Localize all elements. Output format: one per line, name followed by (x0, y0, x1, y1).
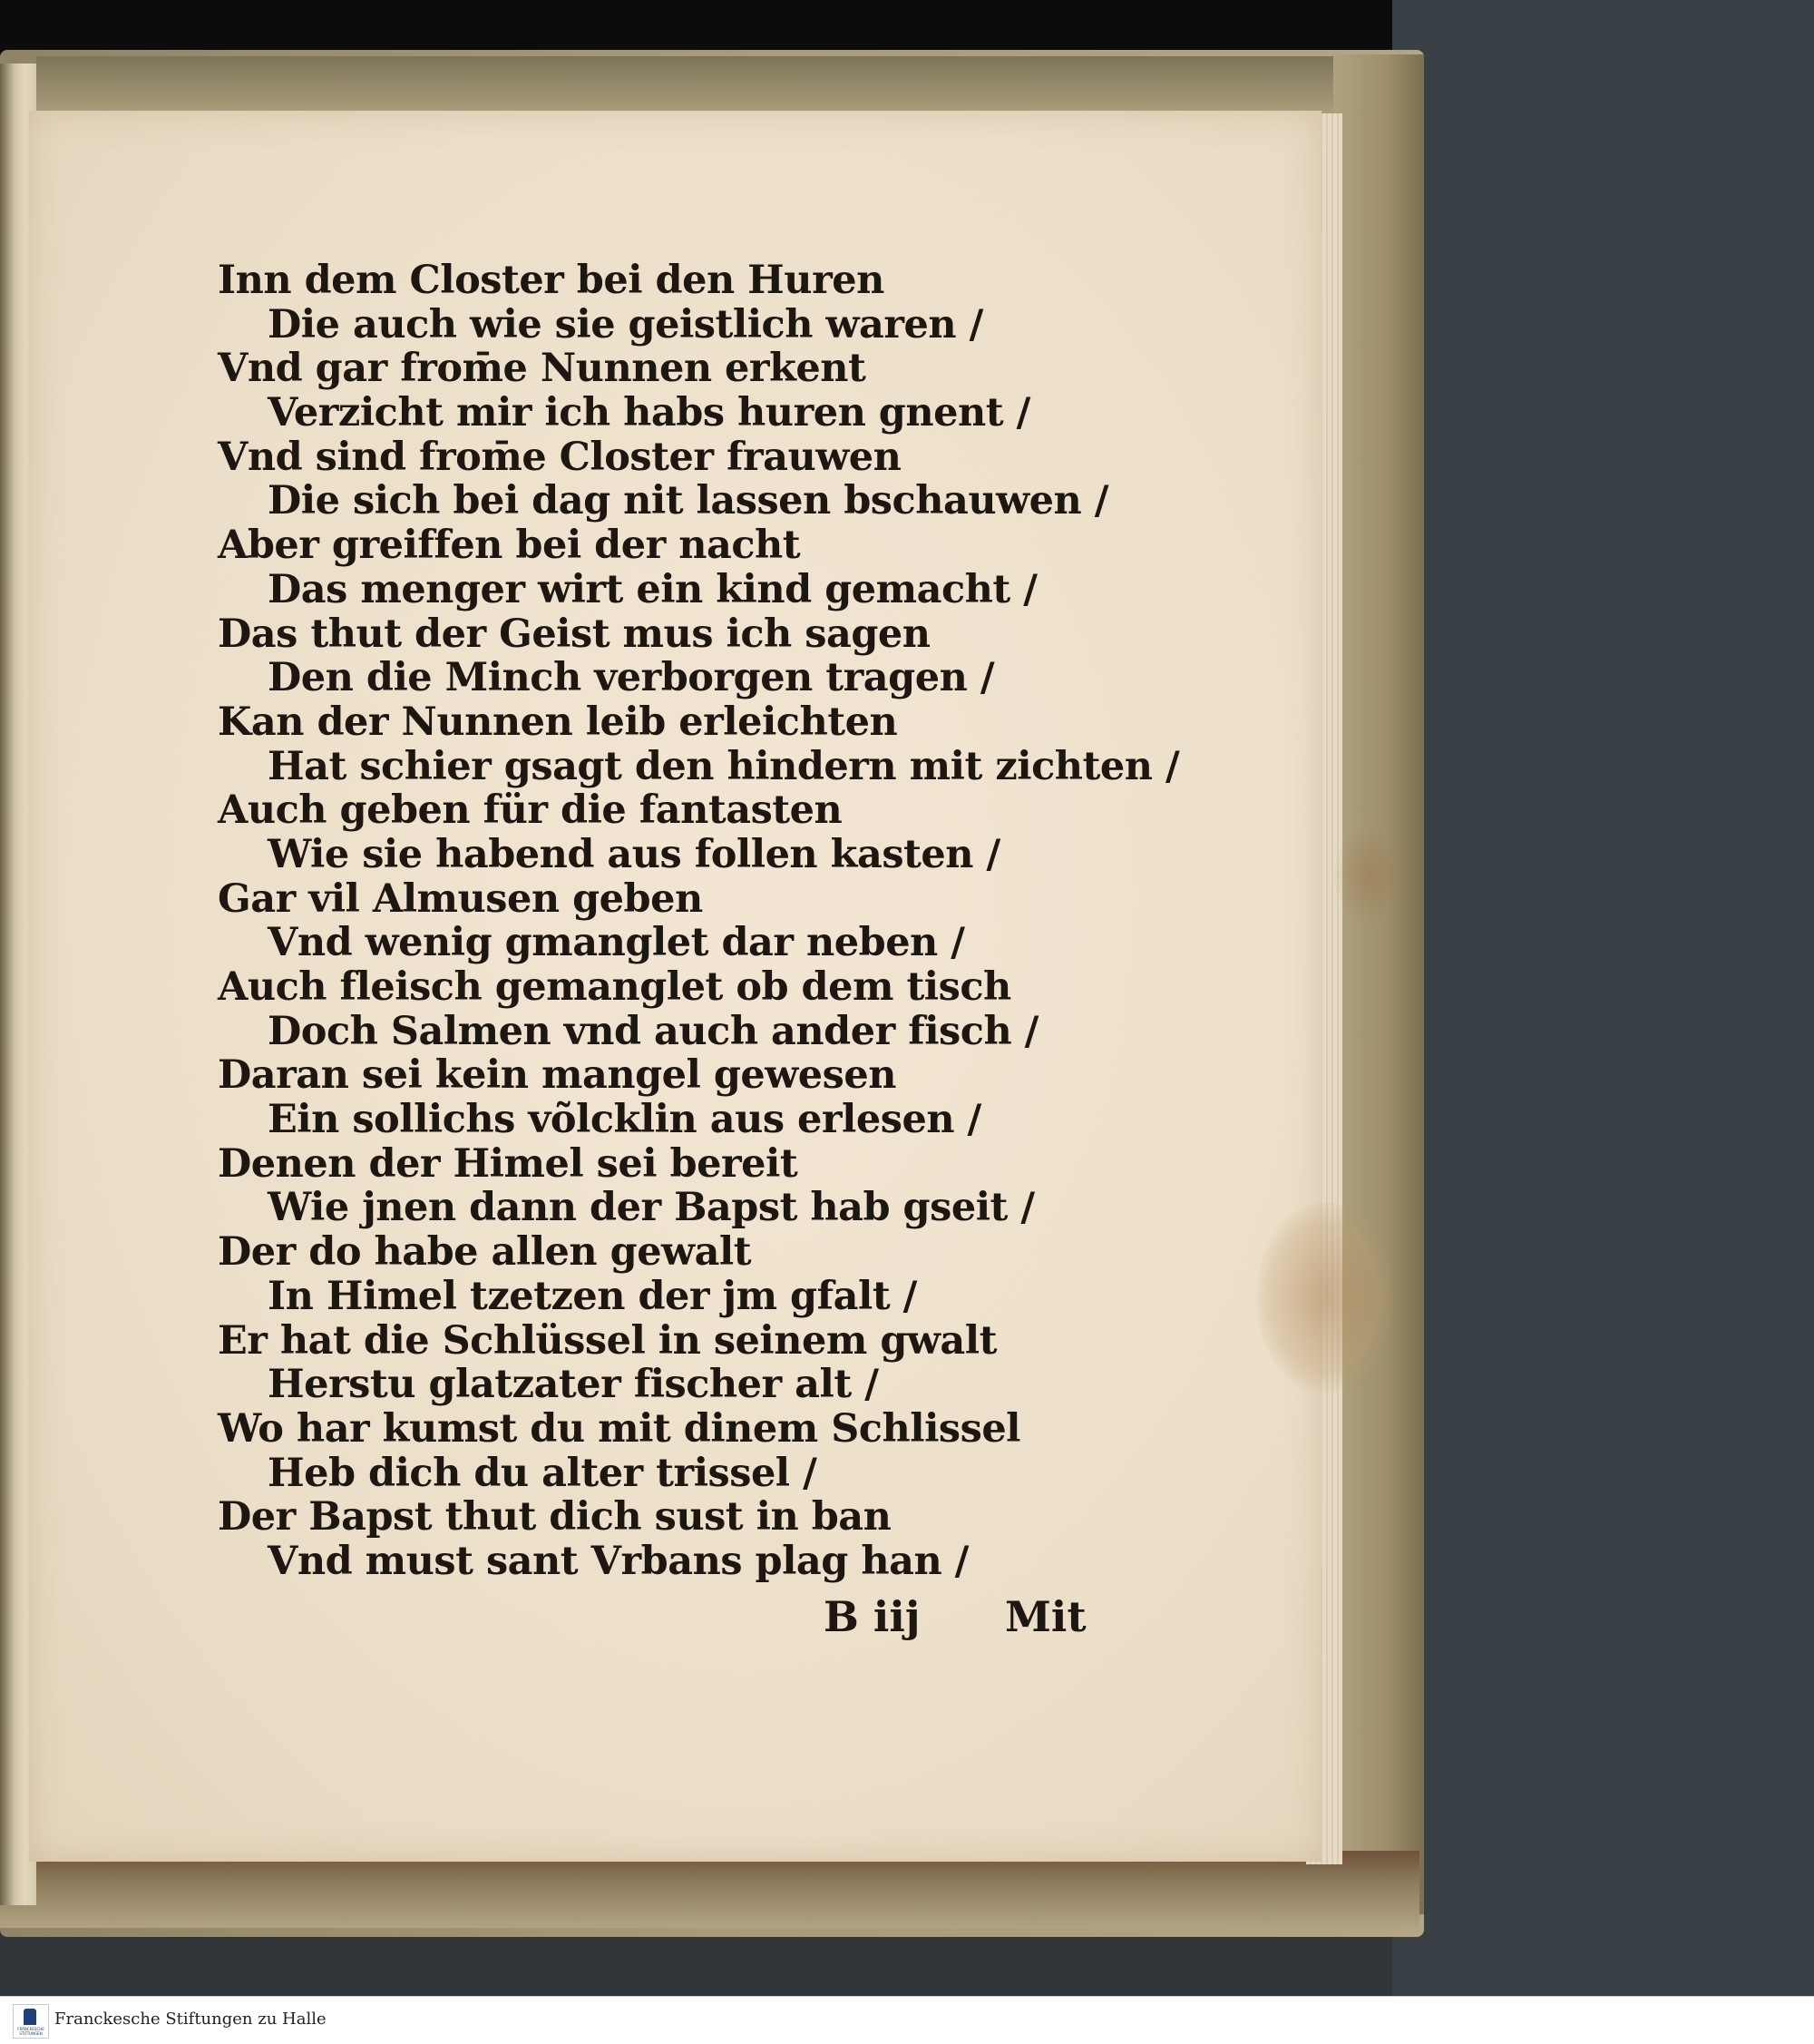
verse-line: Das menger wirt ein kind gemacht / (268, 566, 1038, 612)
verse-line: Vnd gar from̄e Nunnen erkent (218, 346, 866, 392)
verse-line: Vnd sind from̄e Closter frauwen (218, 434, 902, 480)
institution-name[interactable]: Franckesche Stiftungen zu Halle (54, 2010, 327, 2029)
verse-line: Hat schier gsagt den hindern mit zichten / (268, 743, 1180, 789)
verse-line: Auch fleisch gemanglet ob dem tisch (218, 964, 1011, 1010)
logo-text: FRANCKESCHE STIFTUNGEN (17, 2027, 44, 2036)
verse-line: Vnd must sant Vrbans plag han / (268, 1538, 969, 1584)
verse-line: Herstu glatzater fischer alt / (268, 1362, 879, 1408)
verse-line: Er hat die Schlüssel in seinem gwalt (218, 1317, 997, 1364)
background-right (1392, 0, 1814, 1996)
catchword: Mit (1005, 1592, 1087, 1641)
verse-line: Auch geben für die fantasten (218, 787, 843, 834)
verse-line: In Himel tzetzen der jm gfalt / (268, 1273, 917, 1319)
verse-line: Doch Salmen vnd auch ander fisch / (268, 1008, 1039, 1054)
verse-line: Denen der Himel sei bereit (218, 1140, 798, 1187)
building-icon (24, 2009, 36, 2025)
verse-line: Die auch wie sie geistlich waren / (268, 301, 983, 347)
verse-line: Gar vil Almusen geben (218, 875, 703, 922)
institution-logo[interactable] (13, 2004, 49, 2039)
verse-line: Vnd wenig gmanglet dar neben / (268, 920, 965, 966)
verse-line: Aber greiffen bei der nacht (218, 523, 801, 569)
verse-line: Wie sie habend aus follen kasten / (268, 831, 1000, 877)
verse-line: Den die Minch verborgen tragen / (268, 655, 995, 701)
verse-line: Heb dich du alter trissel / (268, 1450, 817, 1496)
background-top (0, 0, 1392, 54)
signature-mark: B iij (824, 1592, 921, 1641)
verse-line: Kan der Nunnen leib erleichten (218, 699, 898, 745)
verse-line: Ein sollichs võlcklin aus erlesen / (268, 1097, 981, 1143)
water-stain (1256, 1202, 1392, 1393)
verse-line: Der do habe allen gewalt (218, 1229, 752, 1276)
verse-line: Das thut der Geist mus ich sagen (218, 611, 931, 657)
water-stain-small (1333, 826, 1406, 925)
verse-line: Wie jnen dann der Bapst hab gseit / (268, 1185, 1035, 1231)
institution-footer (0, 1996, 1814, 2044)
cover-right-edge (1333, 54, 1424, 1914)
cover-bottom-edge (0, 1851, 1419, 1928)
verse-line: Inn dem Closter bei den Huren (218, 258, 884, 303)
verse-line: Der Bapst thut dich sust in ban (218, 1494, 892, 1540)
verse-line: Verzicht mir ich habs huren gnent / (268, 390, 1030, 436)
verse-line: Wo har kumst du mit dinem Schlissel (218, 1405, 1021, 1452)
verse-line: Daran sei kein mangel gewesen (218, 1052, 896, 1099)
verse-text (218, 258, 1180, 1584)
verse-line: Die sich bei dag nit lassen bschauwen / (268, 478, 1108, 524)
